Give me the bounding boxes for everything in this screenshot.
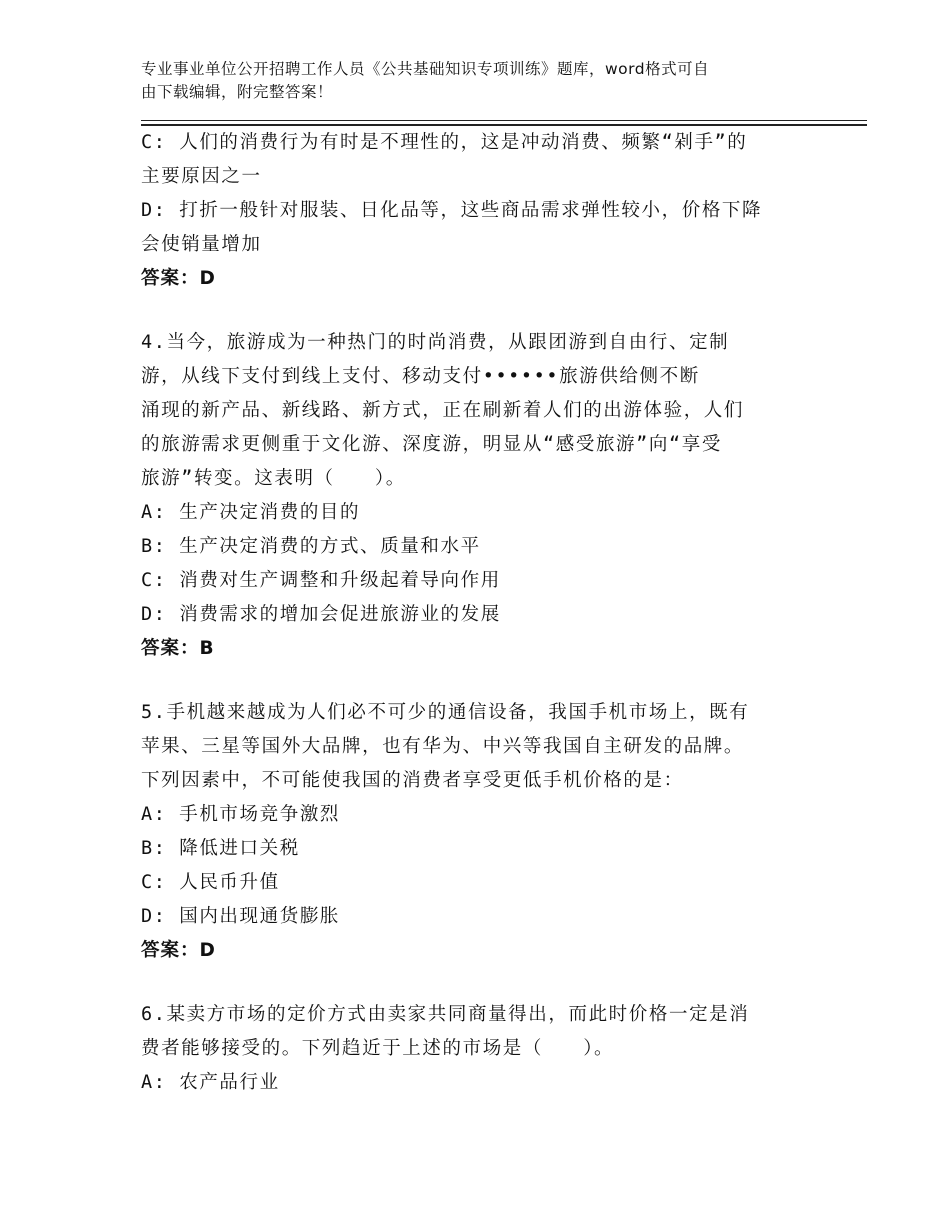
question-stem-line: 下列因素中，不可能使我国的消费者享受更低手机价格的是： [141,770,684,791]
page-header [141,58,811,104]
question-stem-line: 5.手机越来越成为人们必不可少的通信设备，我国手机市场上，既有 [141,702,750,723]
question-stem-line: 旅游”转变。这表明（ ）。 [141,468,406,489]
option-a: A: 农产品行业 [141,1072,280,1093]
option-d-line-1: D: 打折一般针对服装、日化品等，这些商品需求弹性较小，价格下降 [141,200,763,221]
answer-label: 答案：B [141,638,215,659]
question-4 [141,326,811,666]
header-rule-thin [141,120,867,121]
option-c-line-2: 主要原因之一 [141,166,262,187]
question-stem-line: 苹果、三星等国外大品牌，也有华为、中兴等我国自主研发的品牌。 [141,736,745,757]
option-d: D: 国内出现通货膨胀 [141,906,341,927]
option-b: B: 生产决定消费的方式、质量和水平 [141,536,481,557]
option-c: C: 消费对生产调整和升级起着导向作用 [141,570,501,591]
header-line-2: 由下载编辑，附完整答案！ [141,83,334,101]
option-a: A: 生产决定消费的目的 [141,502,361,523]
option-c-line-1: C: 人们的消费行为有时是不理性的，这是冲动消费、频繁“剁手”的 [141,132,748,153]
question-3-carryover [141,126,811,296]
option-b: B: 降低进口关税 [141,838,300,859]
option-d-line-2: 会使销量增加 [141,234,262,255]
question-stem-line: 4.当今，旅游成为一种热门的时尚消费，从跟团游到自由行、定制 [141,332,730,353]
question-stem-line: 6.某卖方市场的定价方式由卖家共同商量得出，而此时价格一定是消 [141,1004,750,1025]
question-content [141,126,811,1100]
option-c: C: 人民币升值 [141,872,280,893]
answer-label: 答案：D [141,268,216,289]
question-stem-line: 涌现的新产品、新线路、新方式，正在刷新着人们的出游体验，人们 [141,400,745,421]
question-stem-line: 的旅游需求更侧重于文化游、深度游，明显从“感受旅游”向“享受 [141,434,722,455]
header-line-1: 专业事业单位公开招聘工作人员《公共基础知识专项训练》题库，word格式可自 [141,60,710,78]
question-stem-line: 游，从线下支付到线上支付、移动支付••••••旅游供给侧不断 [141,366,700,387]
option-d: D: 消费需求的增加会促进旅游业的发展 [141,604,501,625]
question-6 [141,998,811,1100]
question-5 [141,696,811,968]
option-a: A: 手机市场竞争激烈 [141,804,341,825]
answer-label: 答案：D [141,940,216,961]
question-stem-line: 费者能够接受的。下列趋近于上述的市场是（ ）。 [141,1038,615,1059]
